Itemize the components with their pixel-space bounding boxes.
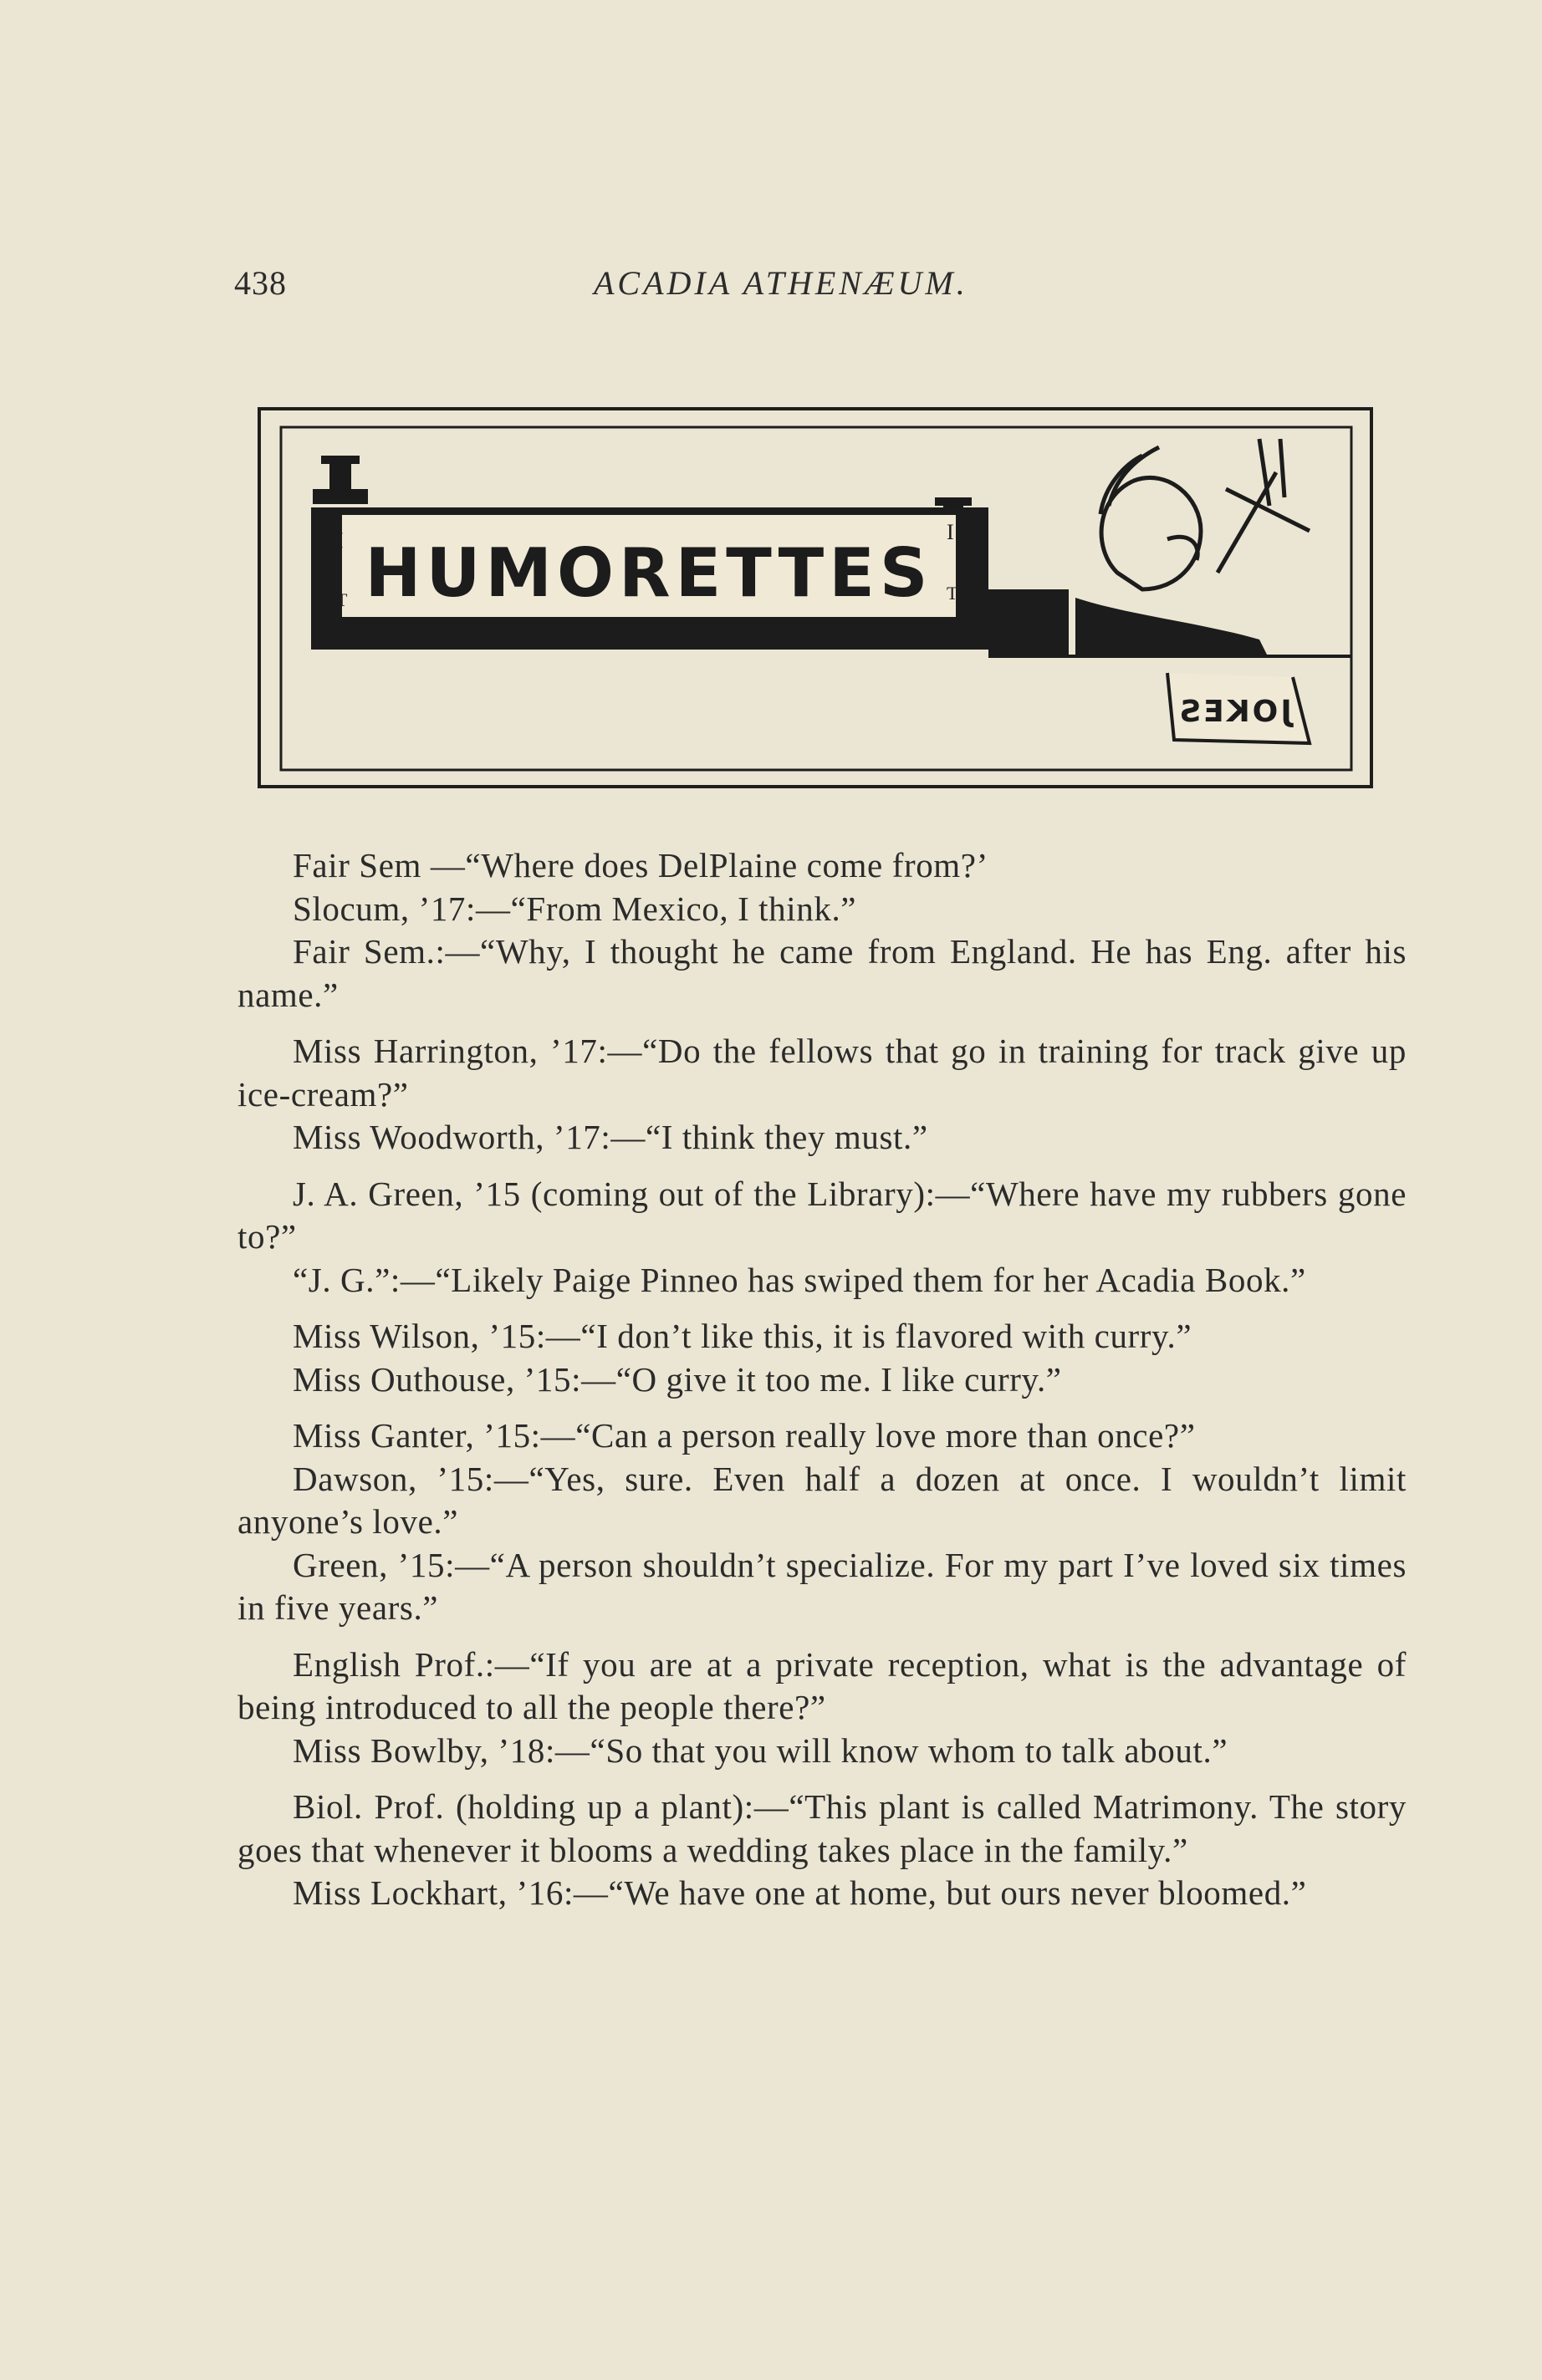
joke-paragraph: “J. G.”:—“Likely Paige Pinneo has swiped them for her Acadia Book.” xyxy=(293,1260,1306,1299)
banner-title: HUMORETTES xyxy=(365,534,933,612)
joke-paragraph: Green, ’15:—“A person shouldn’t specialize. For my part I’ve loved six times in five years.” xyxy=(237,1545,1407,1627)
jester-body xyxy=(1075,598,1268,656)
joke-paragraph: Miss Lockhart, ’16:—“We have one at home, but ours never bloomed.” xyxy=(293,1873,1307,1912)
svg-text:I: I xyxy=(336,528,344,553)
jokes-sign-icon xyxy=(1167,673,1310,743)
svg-text:T: T xyxy=(336,589,348,610)
joke-paragraph: English Prof.:—“If you are at a private reception, what is the advantage of being introduced to all the people there?” xyxy=(237,1644,1407,1726)
joke-paragraph: Dawson, ’15:—“Yes, sure. Even half a dozen at once. I wouldn’t limit anyone’s love.” xyxy=(237,1459,1407,1541)
page-header xyxy=(234,263,1405,313)
joke-paragraph: Miss Outhouse, ’15:—“O give it too me. I like curry.” xyxy=(293,1359,1062,1399)
jester-figure-icon xyxy=(1100,439,1310,589)
joke-paragraph: Fair Sem —“Where does DelPlaine come from?’ xyxy=(293,846,988,884)
running-title: ACADIA ATHENÆUM. xyxy=(594,264,968,302)
svg-text:T: T xyxy=(947,583,958,604)
joke-paragraph: Miss Woodworth, ’17:—“I think they must.” xyxy=(293,1118,928,1156)
humorettes-banner xyxy=(256,405,1376,790)
jokes-sign-text: JOKES xyxy=(1177,695,1292,729)
joke-paragraph: Slocum, ’17:—“From Mexico, I think.” xyxy=(293,889,857,928)
joke-paragraph: Miss Wilson, ’15:—“I don’t like this, it is flavored with curry.” xyxy=(293,1317,1192,1355)
desk-block xyxy=(988,589,1069,658)
joke-paragraph: Miss Harrington, ’17:—“Do the fellows that go in training for track give up ice-cream?” xyxy=(237,1032,1407,1114)
joke-paragraph: Miss Ganter, ’15:—“Can a person really love more than once?” xyxy=(293,1416,1196,1455)
humorettes-text xyxy=(237,844,1407,1915)
joke-paragraph: Biol. Prof. (holding up a plant):—“This plant is called Matrimony. The story goes that whenever it blooms a wedding takes place in the family.” xyxy=(237,1787,1407,1869)
joke-paragraph: J. A. Green, ’15 (coming out of the Library):—“Where have my rubbers gone to?” xyxy=(237,1174,1407,1256)
page-number: 438 xyxy=(234,264,287,302)
joke-paragraph: Miss Bowlby, ’18:—“So that you will know whom to talk about.” xyxy=(293,1730,1228,1770)
left-mortarboard-icon xyxy=(313,456,368,504)
banner-illustration xyxy=(256,405,1376,790)
joke-paragraph: Fair Sem.:—“Why, I thought he came from England. He has Eng. after his name.” xyxy=(237,932,1407,1014)
svg-text:I: I xyxy=(947,520,954,544)
